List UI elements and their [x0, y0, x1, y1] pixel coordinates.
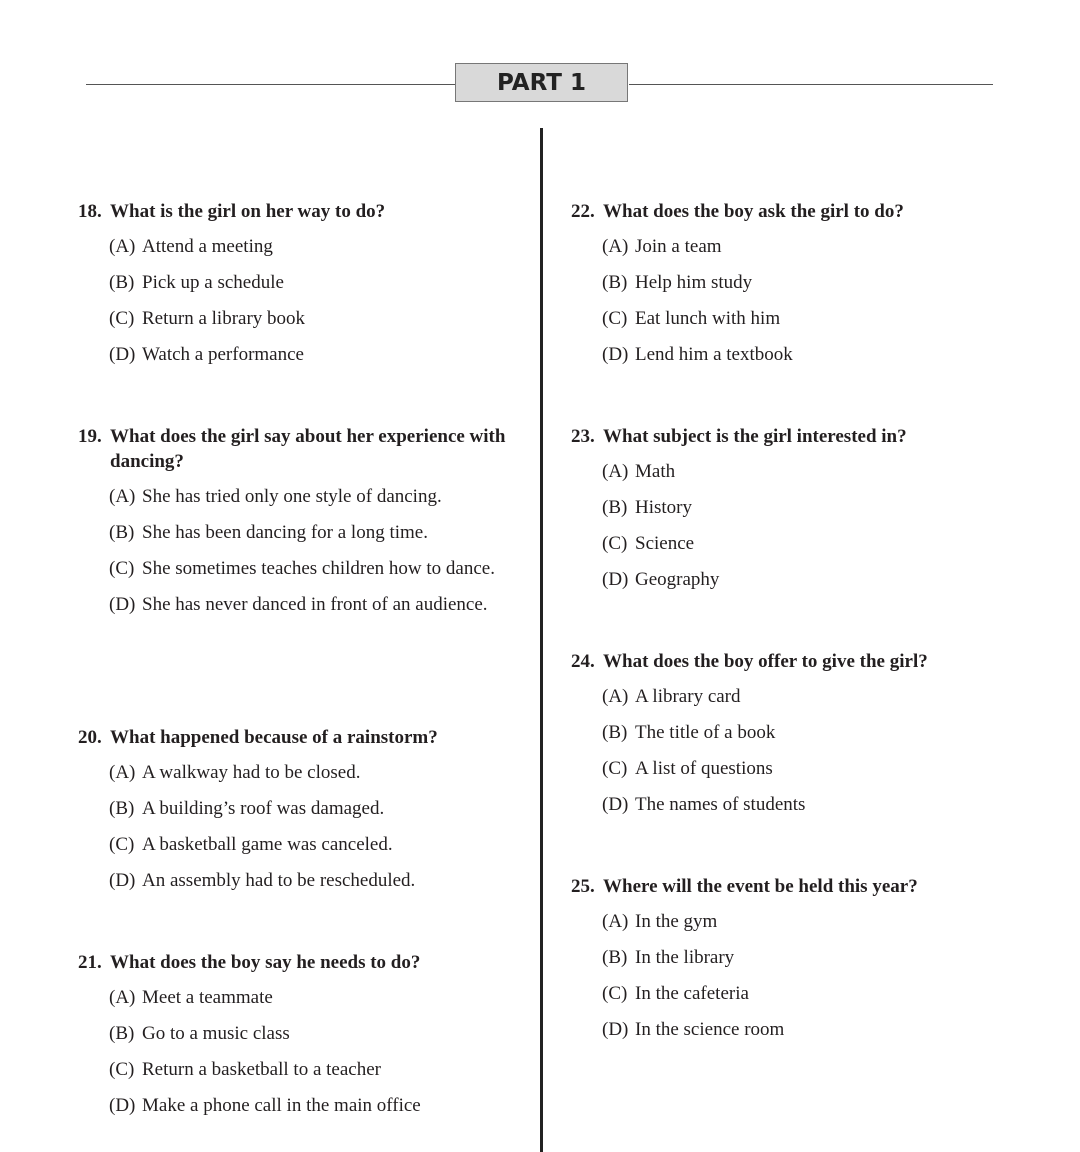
option-text: Eat lunch with him	[635, 308, 781, 329]
option-letter: (B)	[602, 497, 628, 518]
option-text: Watch a performance	[142, 344, 304, 365]
option-letter: (D)	[602, 569, 629, 590]
option-text: In the cafeteria	[635, 983, 749, 1004]
answer-options	[78, 484, 518, 617]
answer-option	[109, 760, 518, 785]
answer-options	[571, 234, 1011, 367]
question-number: 18.	[78, 201, 102, 222]
option-letter: (A)	[109, 486, 136, 507]
option-letter: (B)	[109, 798, 135, 819]
question-number: 21.	[78, 952, 102, 973]
question-text: What subject is the girl interested in?	[603, 426, 907, 447]
option-text: Science	[635, 533, 695, 554]
answer-option	[109, 484, 518, 509]
part-title: PART 1	[455, 63, 628, 102]
option-text: She has never danced in front of an audience.	[142, 594, 488, 615]
answer-option	[602, 792, 1011, 817]
answer-options	[78, 234, 518, 367]
option-letter: (A)	[602, 686, 629, 707]
option-letter: (D)	[109, 870, 136, 891]
question-23	[571, 424, 1011, 603]
option-text: She has tried only one style of dancing.	[142, 486, 442, 507]
answer-option	[602, 945, 1011, 970]
answer-options	[78, 985, 518, 1118]
option-letter: (B)	[602, 722, 628, 743]
option-letter: (C)	[602, 308, 628, 329]
option-text: Help him study	[635, 272, 753, 293]
answer-option	[109, 832, 518, 857]
question-text: What does the boy say he needs to do?	[110, 952, 421, 973]
answer-option	[109, 270, 518, 295]
option-text: A basketball game was canceled.	[142, 834, 393, 855]
answer-option	[602, 909, 1011, 934]
option-letter: (C)	[602, 758, 628, 779]
answer-option	[109, 796, 518, 821]
question-number: 25.	[571, 876, 595, 897]
question-18	[78, 199, 518, 378]
option-text: History	[635, 497, 692, 518]
header-rule-right	[629, 84, 993, 85]
answer-option	[602, 531, 1011, 556]
answer-option	[109, 520, 518, 545]
question-text: What is the girl on her way to do?	[110, 201, 386, 222]
question-text: Where will the event be held this year?	[603, 876, 918, 897]
answer-option	[602, 459, 1011, 484]
option-letter: (D)	[109, 344, 136, 365]
question-text: What happened because of a rainstorm?	[110, 727, 438, 748]
option-letter: (D)	[109, 1095, 136, 1116]
answer-option	[602, 342, 1011, 367]
question-22	[571, 199, 1011, 378]
option-text: Pick up a schedule	[142, 272, 284, 293]
answer-options	[571, 459, 1011, 592]
answer-option	[602, 270, 1011, 295]
option-text: A list of questions	[635, 758, 773, 779]
question-number: 22.	[571, 201, 595, 222]
answer-option	[602, 684, 1011, 709]
option-text: An assembly had to be rescheduled.	[142, 870, 416, 891]
question-20	[78, 725, 518, 904]
question-prompt	[78, 424, 518, 474]
question-text: What does the boy offer to give the girl?	[603, 651, 928, 672]
question-prompt	[78, 950, 518, 975]
option-text: In the science room	[635, 1019, 785, 1040]
option-letter: (C)	[602, 533, 628, 554]
option-letter: (B)	[109, 522, 135, 543]
answer-options	[78, 760, 518, 893]
answer-option	[602, 981, 1011, 1006]
option-letter: (C)	[109, 1059, 135, 1080]
option-text: She has been dancing for a long time.	[142, 522, 428, 543]
answer-option	[602, 1017, 1011, 1042]
option-letter: (A)	[602, 236, 629, 257]
question-text: What does the boy ask the girl to do?	[603, 201, 904, 222]
question-prompt	[78, 199, 518, 224]
question-number: 20.	[78, 727, 102, 748]
question-number: 19.	[78, 426, 102, 447]
option-text: A building’s roof was damaged.	[142, 798, 385, 819]
option-text: The names of students	[635, 794, 806, 815]
option-text: Go to a music class	[142, 1023, 290, 1044]
answer-option	[602, 720, 1011, 745]
question-21	[78, 950, 518, 1129]
option-text: Return a library book	[142, 308, 306, 329]
question-number: 23.	[571, 426, 595, 447]
answer-option	[602, 234, 1011, 259]
answer-option	[109, 1093, 518, 1118]
question-24	[571, 649, 1011, 828]
question-prompt	[571, 199, 1011, 224]
option-letter: (B)	[602, 947, 628, 968]
option-text: She sometimes teaches children how to dance.	[142, 558, 495, 579]
option-letter: (D)	[602, 1019, 629, 1040]
option-text: Attend a meeting	[142, 236, 273, 257]
column-divider	[540, 128, 543, 1152]
answer-option	[109, 985, 518, 1010]
option-text: The title of a book	[635, 722, 776, 743]
question-text: What does the girl say about her experience with dancing?	[110, 426, 506, 472]
option-text: Return a basketball to a teacher	[142, 1059, 381, 1080]
answer-option	[602, 756, 1011, 781]
option-text: In the gym	[635, 911, 718, 932]
option-letter: (A)	[602, 911, 629, 932]
option-letter: (C)	[602, 983, 628, 1004]
option-text: Math	[635, 461, 676, 482]
option-text: Join a team	[635, 236, 722, 257]
option-letter: (C)	[109, 558, 135, 579]
question-prompt	[571, 649, 1011, 674]
option-letter: (A)	[109, 236, 136, 257]
answer-option	[109, 234, 518, 259]
option-letter: (A)	[109, 987, 136, 1008]
answer-option	[109, 592, 518, 617]
question-25	[571, 874, 1011, 1053]
answer-options	[571, 684, 1011, 817]
header-rule-left	[86, 84, 456, 85]
answer-option	[109, 306, 518, 331]
question-19	[78, 424, 518, 628]
option-letter: (C)	[109, 308, 135, 329]
option-text: A walkway had to be closed.	[142, 762, 361, 783]
option-letter: (B)	[109, 272, 135, 293]
answer-option	[109, 1021, 518, 1046]
option-text: A library card	[635, 686, 741, 707]
option-letter: (D)	[602, 344, 629, 365]
answer-option	[602, 495, 1011, 520]
answer-option	[109, 1057, 518, 1082]
answer-option	[109, 868, 518, 893]
option-letter: (B)	[602, 272, 628, 293]
question-prompt	[571, 874, 1011, 899]
option-text: Make a phone call in the main office	[142, 1095, 421, 1116]
option-letter: (C)	[109, 834, 135, 855]
question-number: 24.	[571, 651, 595, 672]
option-text: Geography	[635, 569, 720, 590]
option-letter: (D)	[109, 594, 136, 615]
option-letter: (A)	[602, 461, 629, 482]
option-letter: (B)	[109, 1023, 135, 1044]
answer-options	[571, 909, 1011, 1042]
answer-option	[109, 556, 518, 581]
option-text: In the library	[635, 947, 735, 968]
question-prompt	[78, 725, 518, 750]
question-prompt	[571, 424, 1011, 449]
option-text: Meet a teammate	[142, 987, 273, 1008]
option-letter: (A)	[109, 762, 136, 783]
answer-option	[602, 567, 1011, 592]
option-letter: (D)	[602, 794, 629, 815]
option-text: Lend him a textbook	[635, 344, 793, 365]
answer-option	[602, 306, 1011, 331]
answer-option	[109, 342, 518, 367]
